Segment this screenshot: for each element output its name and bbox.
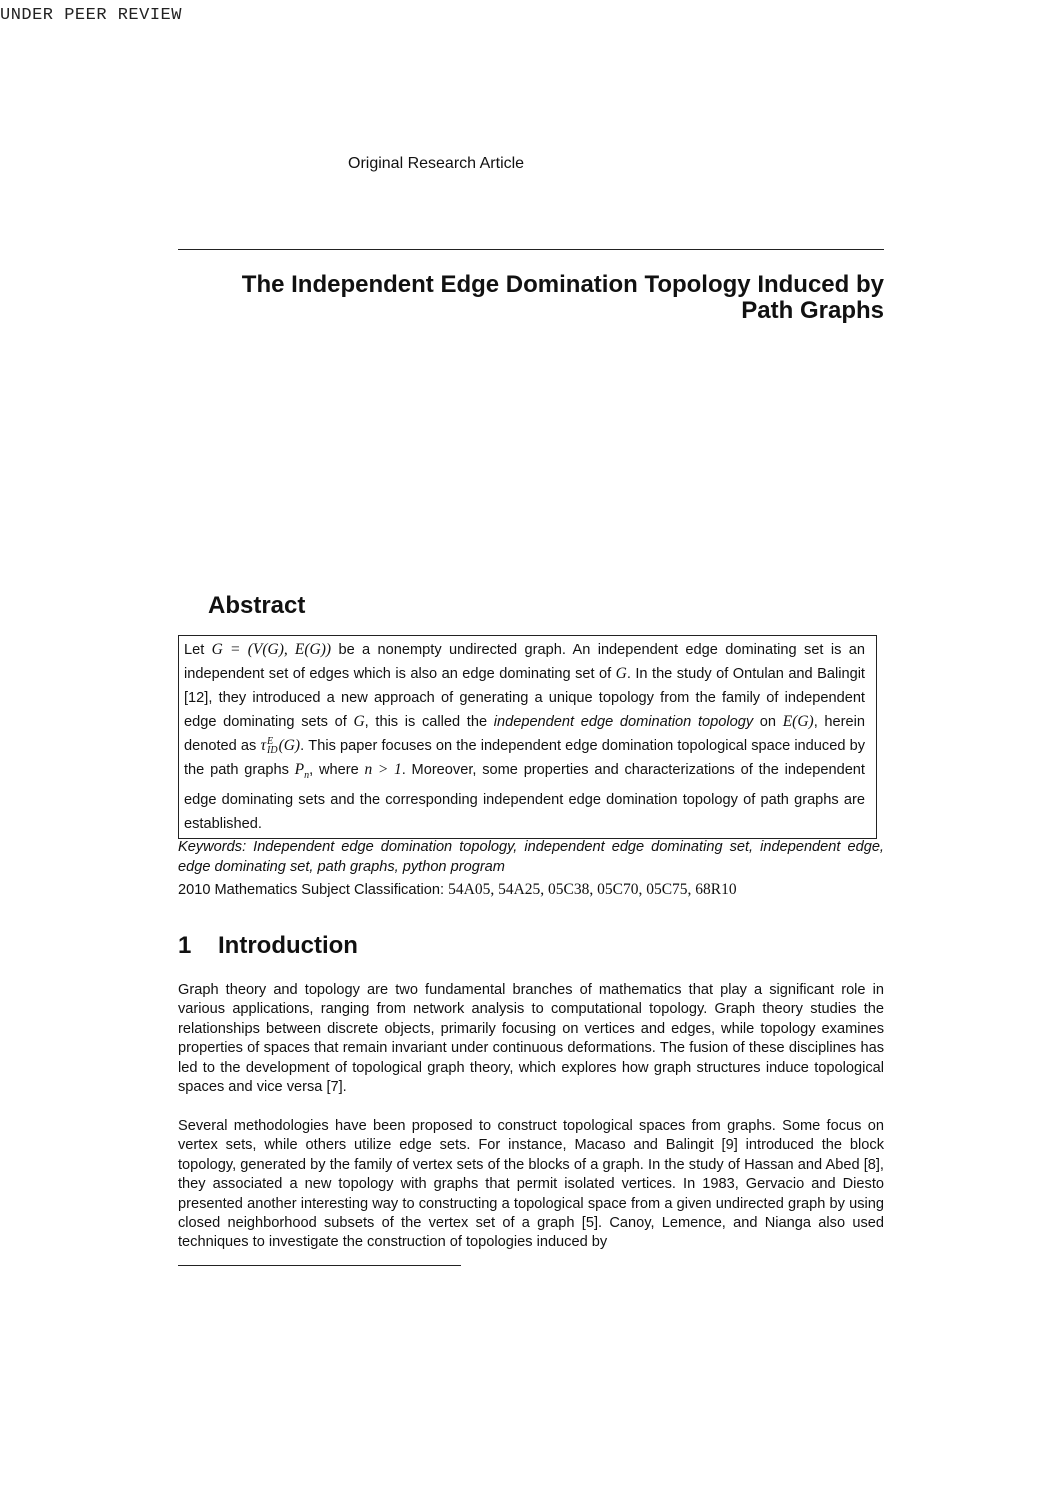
- math-edge-set: E(G): [782, 713, 814, 730]
- peer-review-watermark: UNDER PEER REVIEW: [0, 6, 182, 25]
- abstract-box: [178, 635, 877, 839]
- math-graph-def: G = (V(G), E(G)): [211, 641, 332, 658]
- keywords: Keywords: Independent edge domination topology, independent edge dominating set, independent edge, edge dominating set, path graphs, python program: [178, 839, 884, 875]
- paper-title-line-2: Path Graphs: [741, 297, 884, 324]
- article-type-label: Original Research Article: [348, 155, 525, 172]
- msc-classification: 2010 Mathematics Subject Classification: 54A05, 54A25, 05C38, 05C70, 05C75, 68R10: [178, 881, 737, 898]
- math-g: G: [615, 665, 627, 682]
- msc-codes: 54A05, 54A25, 05C38, 05C70, 05C75, 68R10: [448, 881, 737, 898]
- math-g: G: [353, 713, 365, 730]
- section-heading-introduction: 1 Introduction: [178, 932, 358, 959]
- abstract-heading: Abstract: [208, 592, 306, 619]
- math-path-graph: $P_n$: [294, 761, 310, 782]
- math-n-condition: n > 1: [364, 761, 402, 778]
- abstract-text: Let G = (V(G), E(G)) be a nonempty undirected graph. An independent edge dominating set is an independent set of edges which is also an edge dominating set of G. In the study of Ontulan and Balingit [12], they introduced a new approach of generating a unique topology from the family of independent edge dominating sets of G, this is called the independent edge domination topology on E(G), herein denoted as τ E ID (G). This paper focuses on the independent edge domination topological space induced by the path graphs $P_n$, where n > 1. Moreover, some properties and characterizations of the independent edge dominating sets and the corresponding independent edge domination topology of path graphs are established.: [184, 641, 866, 833]
- footnote-rule: [178, 1265, 461, 1266]
- title-rule: [178, 249, 884, 250]
- intro-paragraph-1: Graph theory and topology are two fundamental branches of mathematics that play a significant role in various applications, ranging from network analysis to computational topology. Graph theory studies the relationships between discrete objects, primarily focusing on vertices and edges, while topology examines properties of spaces that remain invariant under continuous deformations. The fusion of these disciplines has led to the development of topological graph theory, which explores how graph structures induce topological spaces and vice versa [7].: [178, 982, 884, 1096]
- intro-paragraph-2: Several methodologies have been proposed to construct topological spaces from graphs. Some focus on vertex sets, while others utilize edge sets. For instance, Macaso and Balingit [9] introduced the block topology, generated by the family of vertex sets of the blocks of a graph. In the study of Hassan and Abed [8], they associated a new topology with graphs that permit isolated vertices. In 1983, Gervacio and Diesto presented another interesting way to constructing a topological space from a given undirected graph by using closed neighborhood subsets of the vertex set of a graph [5]. Canoy, Lemence, and Nianga also used techniques to investigate the construction of topologies induced by: [178, 1118, 884, 1251]
- math-tau-notation: τ E ID (G): [260, 736, 301, 757]
- defined-term: independent edge domination topology: [493, 714, 754, 730]
- paper-title-line-1: The Independent Edge Domination Topology Induced by: [241, 271, 884, 298]
- paper-title: [178, 272, 884, 324]
